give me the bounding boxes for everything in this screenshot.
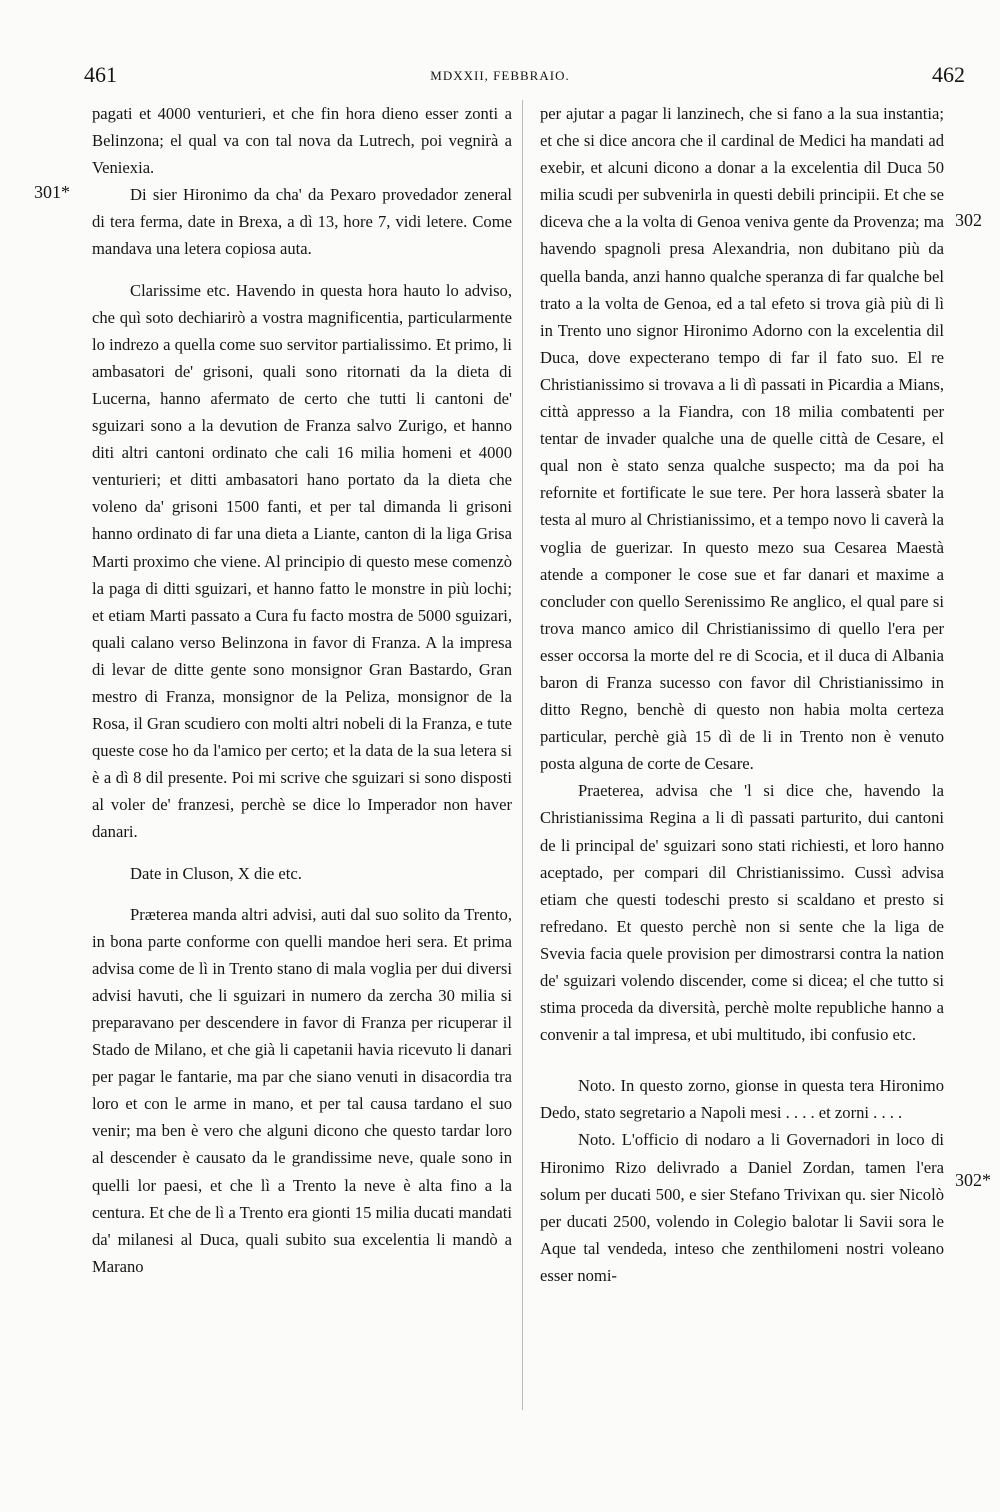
margin-note-left: 301* xyxy=(34,182,70,202)
paragraph: Noto. L'officio di nodaro a li Governadori in loco di Hironimo Rizo delivrado a Daniel Zordan, tamen l'era solum per ducati 500, e sier Stefano Trivixan qu. sier Nicolò per ducati 2500, volendo in Colegio balotar li Savii sora le Aque tal vendeda, inteso che zenthilomeni nostri voleano esser nomi- xyxy=(540,1130,944,1285)
margin-note-right-a: 302 xyxy=(955,210,982,230)
paragraph: Praeterea, advisa che 'l si dice che, havendo la Christianissima Regina a li dì passati parturito, dui cantoni de li principal de' sguizari sono stati richiesti, et loro hanno aceptado, per compari dil Christianissimo. Cussì advisa etiam che questi todeschi presto si scaldano et presto si refredano. Et questo perchè non si sente che la liga de Svevia facia quele provision per dimostrarsi contra la nation de' sguizari volendo discender, come si dicea; el che tutto si stima proceda da diversità, perchè molte republiche hanno a convenir a tal impresa, et ubi multitudo, ibi confusio etc. xyxy=(540,781,944,1045)
column-divider xyxy=(522,100,523,1410)
paragraph: Præterea manda altri advisi, auti dal suo solito da Trento, in bona parte conforme con quelli mandoe heri sera. Et prima advisa come de lì in Trento stano di mala voglia per dui diversi advisi havuti, che li sguizari in numero da zercha 30 milia si preparavano per descendere in favor di Franza per ricuperar il Stado de Milano, et che già li capetanii havia ricevuto li danari per pagar le fantarie, ma par che siano venuti in disacordia tra loro et con le arme in mano, et per tal causa tardano el suo venir; ma ben è vero che alguni dicono che questo tardar loro al descender è causato da le grandissime neve, quale sono in quelli lor paesi, et che lì a Trento la neve è alta fino a la centura. Et che de lì a Trento era gionti 15 milia ducati mandati da' milanesi al Duca, quali subito sua excelentia li mandò a Marano xyxy=(92,904,512,1276)
left-page-number: 461 xyxy=(84,62,117,87)
running-title: MDXXII, FEBBRAIO. xyxy=(430,68,570,83)
paragraph: Noto. In questo zorno, gionse in questa tera Hironimo Dedo, stato segretario a Napoli mesi . . . . et zorni . . . . xyxy=(540,1076,944,1123)
right-column xyxy=(540,100,944,1289)
right-page-number: 462 xyxy=(932,62,965,87)
paragraph: Di sier Hironimo da cha' da Pexaro provedador zeneral di tera ferma, date in Brexa, a dì 13, hore 7, vidi letere. Come mandava una letera copiosa auta. xyxy=(92,185,512,259)
left-column xyxy=(92,100,512,1280)
paragraph: per ajutar a pagar li lanzinech, che si fano a la sua instantia; et che si dice ancora che il cardinal de Medici ha mandati ad exebir, et alcuni dicono a donar a la excelentia dil Duca 50 milia scudi per subvenirla in questi debili principii. Et che se diceva che a la volta di Genoa veniva gente da Provenza; ma havendo spagnoli presa Alexandria, non dubitano più da quella banda, anzi hanno qualche speranza di far qualche bel trato a la volta de Genoa, ed a tal efeto si trova già più di lì in Trento uno signor Hironimo Adorno con la excelentia dil Duca, dove expecterano tempo di far il fato suo. El re Christianissimo si trovava a li dì passati in Picardia a Mians, città appresso a la Fiandra, con 18 milia combatenti per tentar de invader qualche una de quelle città de Cesare, el qual non è stato senza qualche suspecto; ma da poi ha refornite et fortificate le sue tere. Per hora lasserà sbater la testa al muro al Christianissimo, et a tempo novo li caverà la voglia de guerizar. In questo mezo sua Cesarea Maestà atende a componer le cose sue et far danari et maxime a concluder con quello Serenissimo Re anglico, el qual pare si trova manco amico dil Christianissimo di quello l'era per esser occorsa la morte del re di Scocia, et il duca di Albania baron di Franza sucesso con favor dil Christianissimo in ditto Regno, benchè di questo non habia molta certeza particular, perchè già 15 dì de li in Trento non è venuto posta alguna de corte de Cesare. xyxy=(540,104,944,774)
paragraph: Date in Cluson, X die etc. xyxy=(130,863,302,883)
paragraph: Clarissime etc. Havendo in questa hora hauto lo adviso, che quì soto dechiarirò a vostra magnificentia, particularmente lo indrezo a quella come suo servitor partialissimo. Et primo, li ambasatori de' grisoni, quali sono ritornati da la dieta di Lucerna, hanno afermato de certo che tutti li cantoni de' sguizari sono a la devution de Franza salvo Zurigo, et hanno diti altri cantoni ordinato che cali 16 milia homeni et 4000 venturieri; et ditti ambasatori hano portato da la dieta che voleno da' grisoni 1500 fanti, et per tal dimanda li grisoni hanno ordinato di far una dieta a Liante, canton di la liga Grisa Marti proximo che viene. Al principio di questo mese comenzò la paga di ditti sguizari, et hanno fatto le monstre in più lochi; et etiam Marti passato a Cura fu facto mostra de 5000 sguizari, quali calano verso Belinzona in favor di Franza. A la impresa di levar de ditte gente sono monsignor Gran Bastardo, Gran mestro di Franza, monsignor de la Peliza, monsignor de la Rosa, il Gran scudiero con molti altri nobeli di la Franza, e tute queste cose ho da l'amico per certo; et la data de la sua letera si è a dì 8 dil presente. Poi mi scrive che sguizari si sono disposti al voler de' franzesi, perchè se dice lo Imperador non haver danari. xyxy=(92,280,512,842)
paragraph: pagati et 4000 venturieri, et che fin hora dieno esser zonti a Belinzona; el qual va con tal nova da Lutrech, poi vegnirà a Veniexia. xyxy=(92,104,512,178)
margin-note-right-b: 302* xyxy=(955,1170,991,1190)
